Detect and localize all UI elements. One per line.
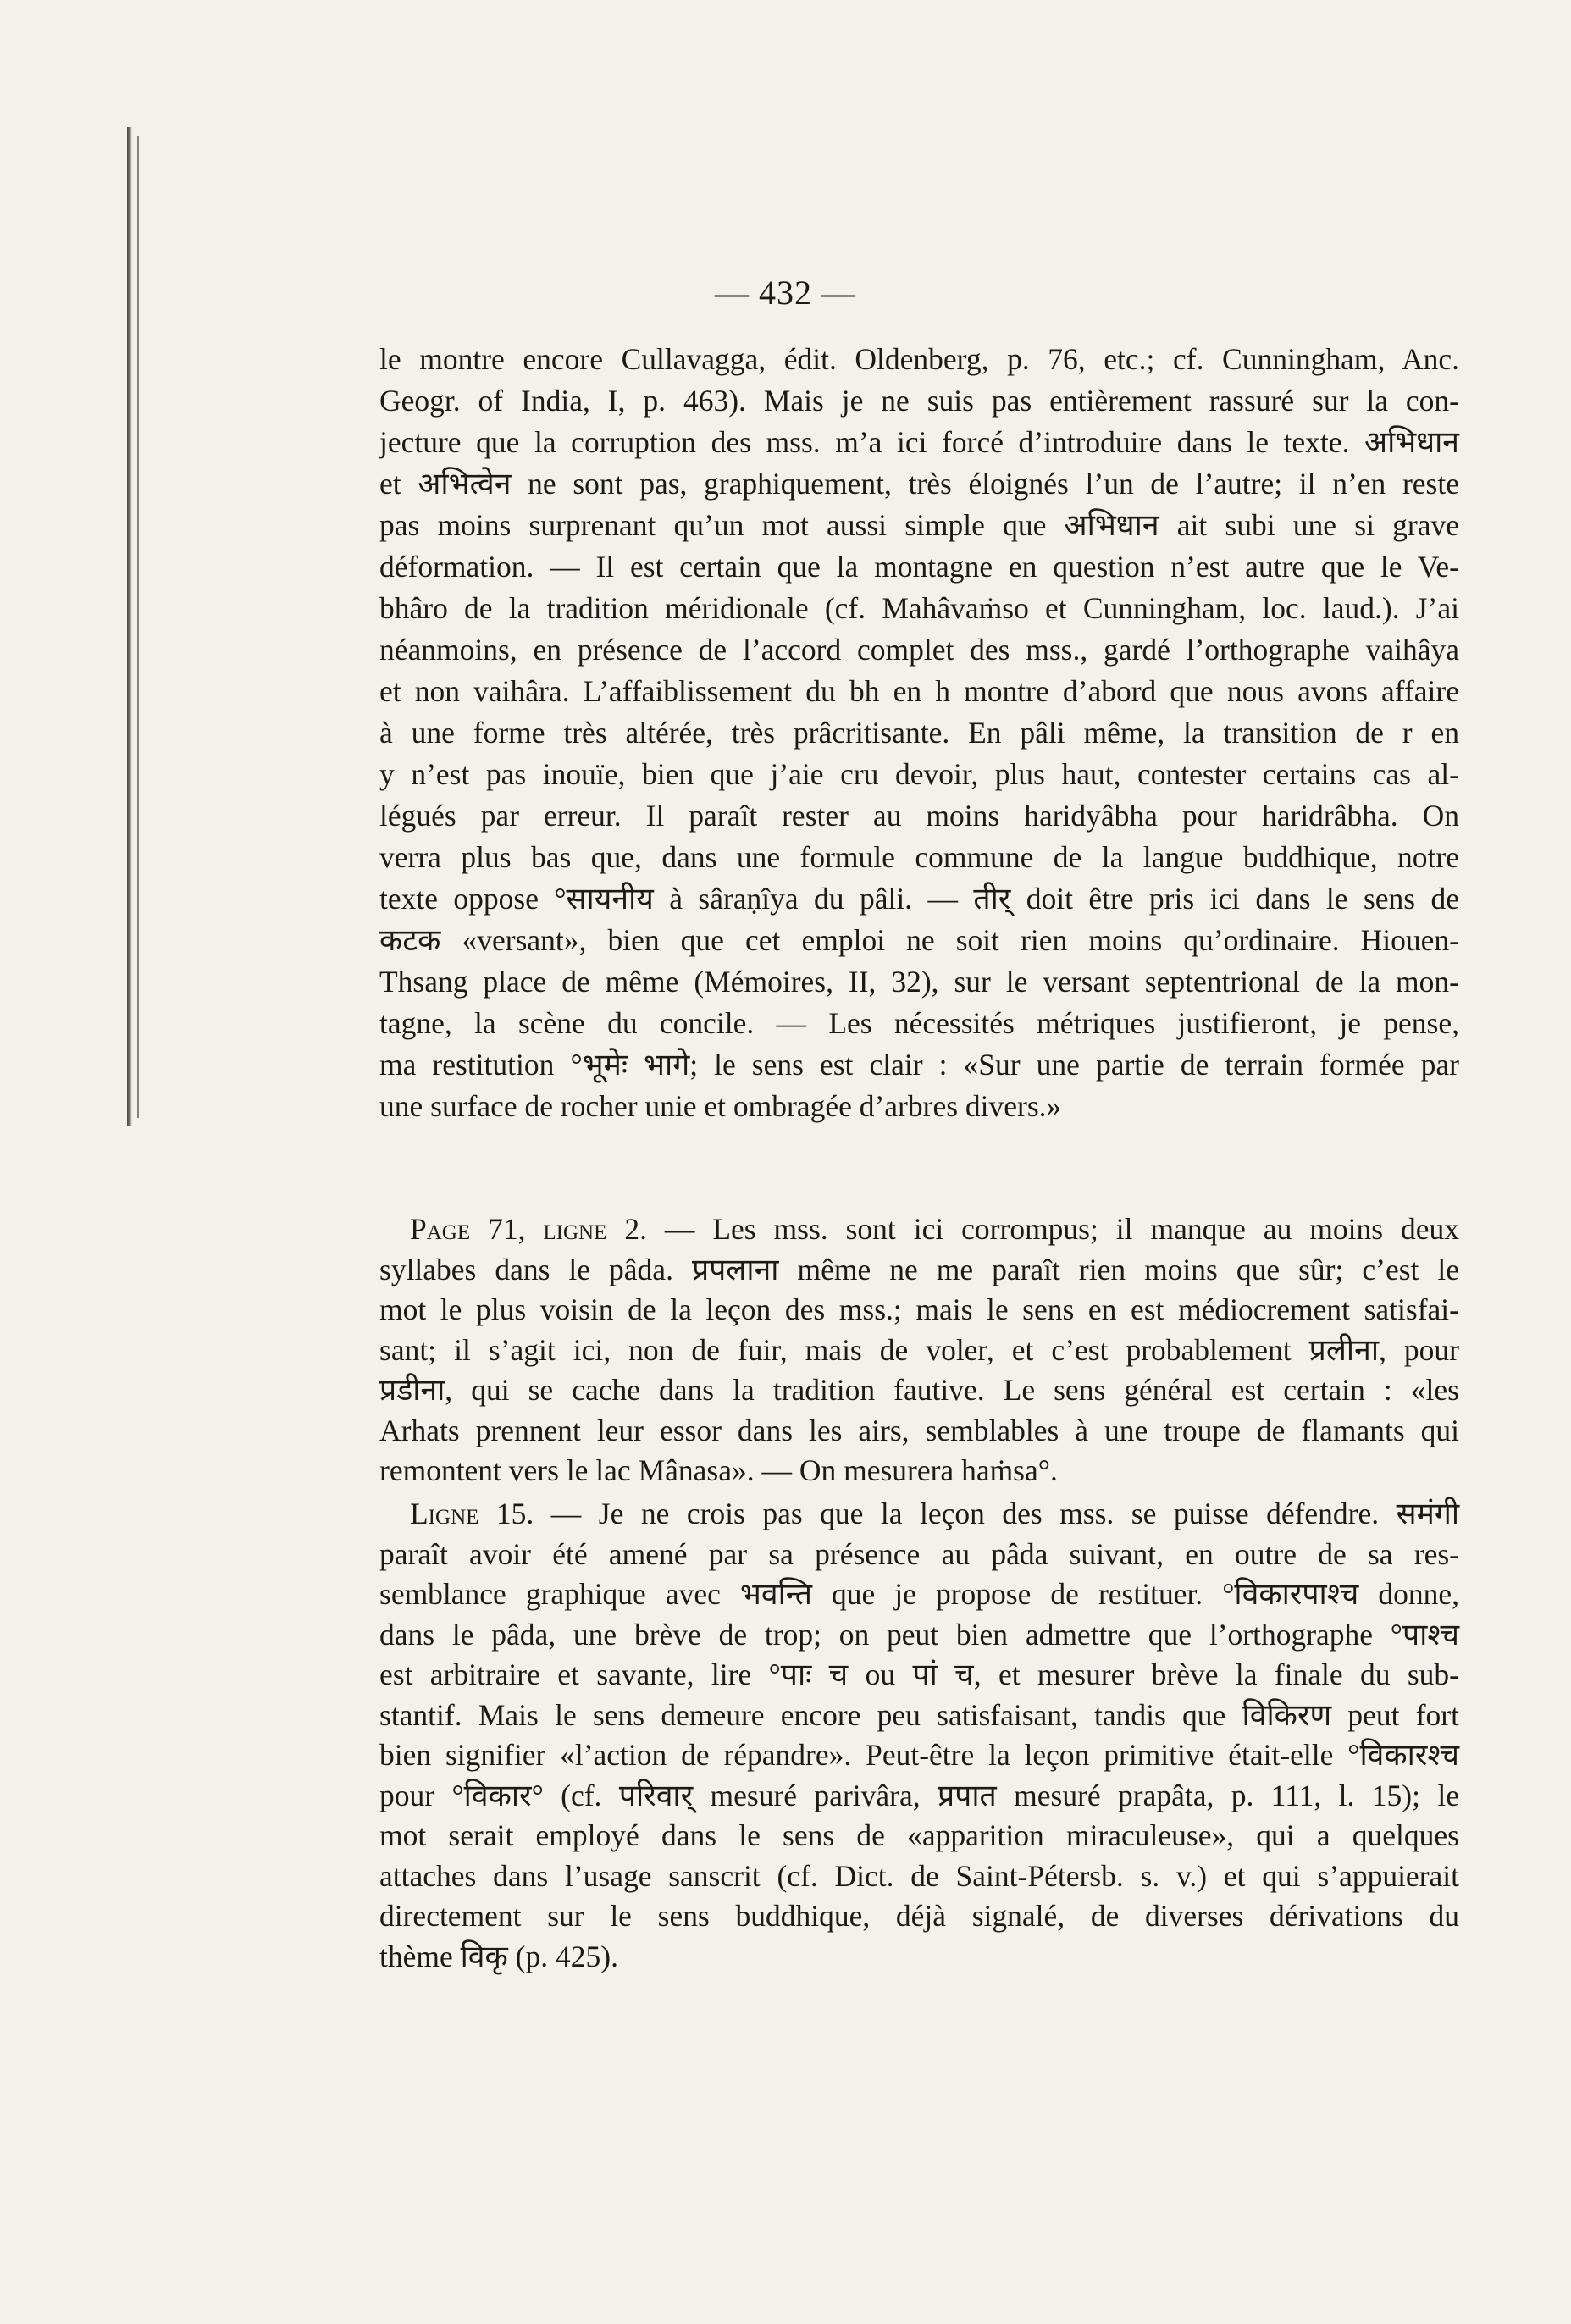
- text-line: paraît avoir été amené par sa présence au pâda suivant, en outre de sa res-: [379, 1536, 1459, 1571]
- text-line: le montre encore Cullavagga, édit. Oldenberg, p. 76, etc.; cf. Cunningham, Anc.: [379, 342, 1459, 376]
- text-line: à une forme très altérée, très prâcritisante. En pâli même, la transition de r en: [379, 716, 1459, 750]
- text-line: mot serait employé dans le sens de «apparition miraculeuse», qui a quelques: [379, 1818, 1459, 1852]
- text-line: déformation. — Il est certain que la montagne en question n’est autre que le Ve-: [379, 550, 1459, 584]
- text-line: néanmoins, en présence de l’accord complet des mss., gardé l’orthographe vaihâya: [379, 633, 1459, 667]
- section-heading: Ligne 15.: [410, 1497, 534, 1530]
- section-heading: Page 71, ligne 2.: [410, 1212, 647, 1246]
- text-line: Geogr. of India, I, p. 463). Mais je ne suis pas entièrement rassuré sur la con-: [379, 384, 1459, 418]
- text-line: semblance graphique avec भवन्ति que je propose de restituer. °विकारपाश्च donne,: [379, 1577, 1459, 1611]
- text-line: Arhats prennent leur essor dans les airs, semblables à une troupe de flamants qui: [379, 1413, 1459, 1447]
- text-line: texte oppose °सायनीय à sâraṇîya du pâli. — तीर् doit être pris ici dans le sens de: [379, 882, 1459, 916]
- text-line: remontent vers le lac Mânasa». — On mesurera haṁsa°.: [379, 1453, 1058, 1487]
- text-line: une surface de rocher unie et ombragée d’arbres divers.»: [379, 1089, 1062, 1123]
- text-line: stantif. Mais le sens demeure encore peu satisfaisant, tandis que विकिरण peut fort: [379, 1697, 1459, 1732]
- text-line: y n’est pas inouïe, bien que j’aie cru devoir, plus haut, contester certains cas al-: [379, 757, 1459, 791]
- text-line-first: [379, 1494, 1459, 1535]
- text-line: Thsang place de même (Mémoires, II, 32), sur le versant septentrional de la mon-: [379, 965, 1459, 999]
- text-line: mot le plus voisin de la leçon des mss.; mais le sens en est médiocrement satisfai-: [379, 1292, 1459, 1326]
- text-line: sant; il s’agit ici, non de fuir, mais de voler, et c’est probablement प्रलीना, pour: [379, 1332, 1459, 1367]
- text-line: syllabes dans le pâda. प्रपलाना même ne me paraît rien moins que sûr; c’est le: [379, 1252, 1459, 1286]
- text-line: bhâro de la tradition méridionale (cf. Mahâvaṁso et Cunningham, loc. laud.). J’ai: [379, 591, 1459, 625]
- text-line: légués par erreur. Il paraît rester au moins haridyâbha pour haridrâbha. On: [379, 799, 1459, 833]
- text-line: dans le pâda, une brève de trop; on peut bien admettre que l’orthographe °पाश्च: [379, 1617, 1459, 1652]
- text-line-rest: — Je ne crois pas que la leçon des mss. se puisse défendre. समंगी: [550, 1497, 1460, 1530]
- paragraph-2: [379, 1209, 1459, 1491]
- text-line: bien signifier «l’action de répandre». Peut-être la leçon primitive était-elle °विकारश्च: [379, 1738, 1459, 1772]
- text-line: प्रडीना, qui se cache dans la tradition fautive. Le sens général est certain : «les: [379, 1373, 1459, 1407]
- text-line-first: [379, 1209, 1459, 1250]
- text-line: tagne, la scène du concile. — Les nécessités métriques justifieront, je pense,: [379, 1006, 1459, 1040]
- text-line: attaches dans l’usage sanscrit (cf. Dict. de Saint-Pétersb. s. v.) et qui s’appuierait: [379, 1858, 1459, 1893]
- page-number: — 432 —: [715, 274, 856, 312]
- text-line: ma restitution °भूमेः भागे; le sens est clair : «Sur une partie de terrain formée par: [379, 1048, 1459, 1082]
- paragraph-1: [379, 339, 1459, 1127]
- text-line: pas moins surprenant qu’un mot aussi simple que अभिधान ait subi une si grave: [379, 508, 1459, 542]
- text-line: directement sur le sens buddhique, déjà signalé, de diverses dérivations du: [379, 1899, 1459, 1933]
- text-line: कटक «versant», bien que cet emploi ne soit rien moins qu’ordinaire. Hiouen-: [379, 923, 1459, 957]
- text-line: verra plus bas que, dans une formule commune de la langue buddhique, notre: [379, 840, 1459, 874]
- text-line: jecture que la corruption des mss. m’a ici forcé d’introduire dans le texte. अभिधान: [379, 425, 1459, 459]
- text-line: thème विकृ (p. 425).: [379, 1939, 618, 1973]
- text-line: et non vaihâra. L’affaiblissement du bh en h montre d’abord que nous avons affaire: [379, 674, 1459, 708]
- text-line: est arbitraire et savante, lire °पाः च ou पां च, et mesurer brève la finale du sub-: [379, 1657, 1459, 1691]
- text-line: et अभित्वेन ne sont pas, graphiquement, très éloignés l’un de l’autre; il n’en reste: [379, 467, 1459, 501]
- paragraph-3: [379, 1494, 1459, 1977]
- text-line: pour °विकार° (cf. परिवार् mesuré parivâra, प्रपात mesuré prapâta, p. 111, l. 15); le: [379, 1778, 1459, 1812]
- text-line-rest: — Les mss. sont ici corrompus; il manque au moins deux: [664, 1212, 1460, 1246]
